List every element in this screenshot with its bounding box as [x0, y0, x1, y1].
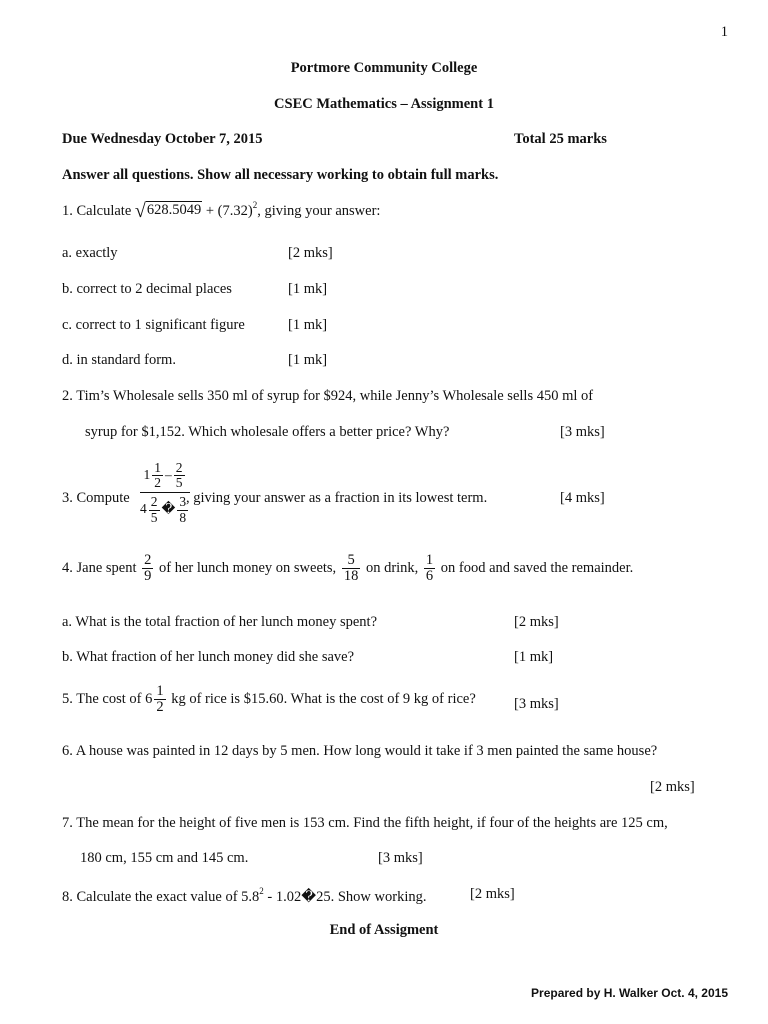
q4-part-2: of her lunch money on sweets, — [159, 560, 337, 577]
q4-frac-3-den: 6 — [425, 568, 434, 585]
q6-text: 6. A house was painted in 12 days by 5 men. How long would it take if 3 men painted the same house? — [62, 743, 658, 759]
q4-part-3: on drink, — [365, 560, 419, 577]
q1-part-b-marks: [1 mk] — [288, 281, 328, 297]
q4-frac-1-den: 9 — [144, 568, 152, 585]
q3-main-fraction-bar — [140, 492, 190, 493]
q4-frac-2-den: 18 — [343, 568, 359, 585]
q5-tail: kg of rice is $15.60. What is the cost of 9 kg of rice? — [171, 691, 476, 708]
q1-part-a-marks: [2 mks] — [288, 245, 333, 261]
question-5 — [62, 684, 476, 715]
q4-part-4: on food and saved the remainder. — [440, 560, 634, 577]
q4-part-a-marks: [2 mks] — [514, 614, 559, 630]
q5-whole: 6 — [145, 691, 153, 708]
q6-marks: [2 mks] — [650, 779, 695, 795]
instructions: Answer all questions. Show all necessary working to obtain full marks. — [62, 167, 499, 183]
q3-bot-num-2: 3 — [179, 494, 187, 510]
q5-marks: [3 mks] — [514, 696, 559, 712]
q1-exponent: 2 — [252, 200, 258, 210]
q3-complex-fraction — [140, 461, 190, 525]
q5-lead: 5. The cost of — [62, 691, 142, 708]
q4-frac-1-num: 2 — [144, 552, 152, 568]
page-number: 1 — [720, 24, 728, 40]
q1-part-b: b. correct to 2 decimal places — [62, 281, 232, 297]
end-of-assignment: End of Assigment — [329, 922, 439, 938]
q3-bot-op: � — [161, 501, 176, 517]
q1-part-a: a. exactly — [62, 245, 118, 261]
q4-part-1: 4. Jane spent — [62, 560, 137, 577]
q1-lead: 1. Calculate — [62, 203, 135, 219]
q4-part-b-marks: [1 mk] — [514, 649, 554, 665]
due-date: Due Wednesday October 7, 2015 — [62, 131, 263, 147]
q3-top-den-1: 2 — [154, 475, 162, 491]
q5-num: 1 — [156, 683, 164, 699]
q1-part-d: d. in standard form. — [62, 352, 176, 368]
square-root: √628.5049 — [134, 200, 202, 223]
q1-part-c-marks: [1 mk] — [288, 317, 328, 333]
q4-frac-2-num: 5 — [342, 553, 361, 569]
q8-tail: - 1.02�25. Show working. — [263, 889, 427, 905]
q3-top-op: – — [165, 466, 172, 482]
q1-tail: , giving your answer: — [257, 203, 381, 219]
question-1 — [62, 200, 380, 223]
q3-bot-num-1: 2 — [150, 494, 158, 510]
q4-part-b: b. What fraction of her lunch money did she save? — [62, 649, 355, 665]
q3-top-num-2: 2 — [175, 460, 183, 475]
q8-lead: 8. Calculate the exact value of 5.8 — [62, 889, 260, 905]
q3-marks: [4 mks] — [560, 490, 605, 506]
q3-lead: 3. Compute — [62, 490, 130, 506]
q2-marks: [3 mks] — [560, 424, 605, 440]
q3-top-whole: 1 — [143, 466, 151, 482]
q8-marks: [2 mks] — [470, 886, 515, 902]
question-4 — [62, 553, 633, 584]
q7-line-1: 7. The mean for the height of five men is 153 cm. Find the fifth height, if four of the heights are 125 cm, — [62, 815, 668, 831]
q3-tail: , giving your answer as a fraction in its lowest term. — [186, 490, 488, 506]
course-title: CSEC Mathematics – Assignment 1 — [274, 96, 494, 112]
q3-top-den-2: 5 — [175, 475, 183, 491]
q1-radicand: 628.5049 — [146, 202, 202, 219]
q4-frac-3-num: 1 — [425, 552, 434, 568]
q3-bot-whole: 4 — [140, 501, 147, 517]
q5-den: 2 — [156, 699, 164, 716]
college-name: Portmore Community College — [290, 60, 478, 76]
q2-line-1: 2. Tim’s Wholesale sells 350 ml of syrup for $924, while Jenny’s Wholesale sells 450 ml of — [62, 388, 594, 404]
q4-part-a: a. What is the total fraction of her lunch money spent? — [62, 614, 378, 630]
total-marks: Total 25 marks — [514, 131, 607, 147]
q2-line-2: syrup for $1,152. Which wholesale offers a better price? Why? — [85, 424, 450, 440]
q5-mixed-number — [145, 684, 168, 715]
q7-line-2: 180 cm, 155 cm and 145 cm. — [80, 850, 249, 866]
q3-bot-den-2: 8 — [179, 509, 187, 525]
q1-plus: + (7.32) — [202, 203, 253, 219]
question-8 — [62, 886, 426, 906]
q3-bot-den-1: 5 — [150, 509, 158, 525]
q1-part-d-marks: [1 mk] — [288, 352, 328, 368]
q1-part-c: c. correct to 1 significant figure — [62, 317, 245, 333]
q8-exponent: 2 — [259, 886, 264, 896]
prepared-by-footer: Prepared by H. Walker Oct. 4, 2015 — [531, 986, 728, 1000]
q7-marks: [3 mks] — [378, 850, 423, 866]
q3-top-num-1: 1 — [154, 460, 162, 475]
